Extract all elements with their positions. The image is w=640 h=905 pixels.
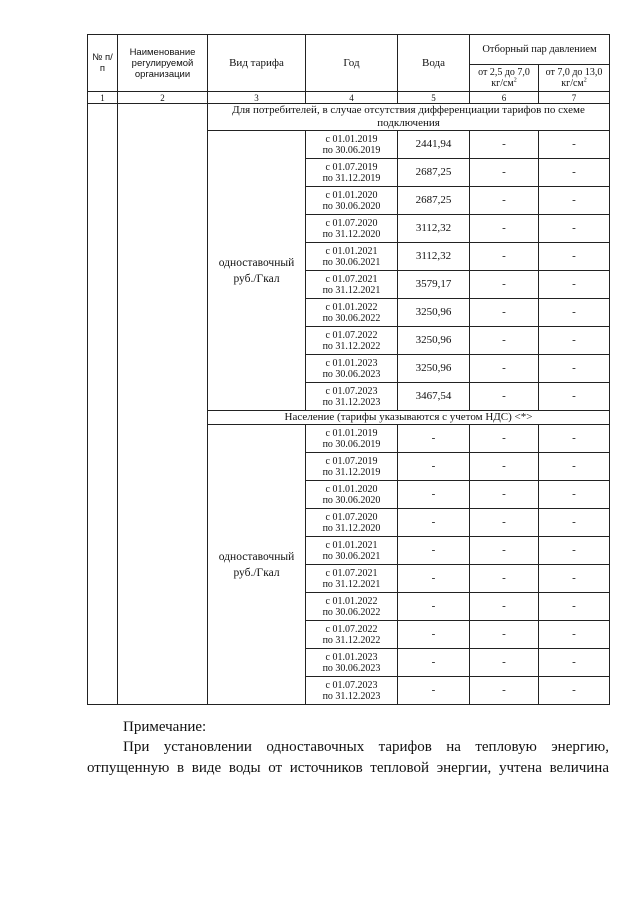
tariff-table bbox=[87, 34, 610, 705]
period-start: с 01.07.2023 bbox=[325, 385, 378, 397]
water-value-cell: 2441,94 bbox=[398, 131, 470, 159]
water-value-cell: - bbox=[398, 593, 470, 621]
steam-b-value-cell: - bbox=[539, 453, 610, 481]
header-no: № п/п bbox=[88, 35, 118, 92]
period-cell bbox=[306, 649, 398, 677]
period-start: с 01.07.2019 bbox=[325, 455, 378, 467]
period-start: с 01.07.2022 bbox=[325, 329, 378, 341]
steam-b-value-cell: - bbox=[539, 215, 610, 243]
period-cell bbox=[306, 481, 398, 509]
water-value-cell: 3467,54 bbox=[398, 383, 470, 411]
period-start: с 01.01.2023 bbox=[325, 357, 378, 369]
tariff-type-label: одноставочный bbox=[218, 550, 295, 563]
tariff-unit-label: руб./Гкал bbox=[233, 272, 280, 285]
period-start: с 01.07.2020 bbox=[325, 217, 378, 229]
water-value-cell: - bbox=[398, 425, 470, 453]
water-value-cell: - bbox=[398, 453, 470, 481]
steam-a-value-cell: - bbox=[470, 159, 539, 187]
water-value-cell: 3112,32 bbox=[398, 215, 470, 243]
period-cell bbox=[306, 425, 398, 453]
header-steam-b-text: от 7,0 до 13,0 кг/см bbox=[545, 67, 603, 89]
note-title: Примечание: bbox=[123, 719, 207, 735]
steam-b-value-cell: - bbox=[539, 327, 610, 355]
steam-a-value-cell: - bbox=[470, 243, 539, 271]
steam-a-value-cell: - bbox=[470, 383, 539, 411]
steam-a-value-cell: - bbox=[470, 453, 539, 481]
col-number: 2 bbox=[118, 92, 208, 104]
period-end: по 30.06.2022 bbox=[322, 606, 381, 618]
period-end: по 31.12.2022 bbox=[322, 634, 381, 646]
steam-b-value-cell: - bbox=[539, 677, 610, 705]
steam-a-value-cell: - bbox=[470, 565, 539, 593]
steam-b-value-cell: - bbox=[539, 243, 610, 271]
period-cell bbox=[306, 383, 398, 411]
header-organization: Наименование регулируемой организации bbox=[118, 35, 208, 92]
header-steam-a-text: от 2,5 до 7,0 кг/см bbox=[478, 67, 530, 89]
water-value-cell: 3250,96 bbox=[398, 299, 470, 327]
col-number: 6 bbox=[470, 92, 539, 104]
period-end: по 30.06.2020 bbox=[322, 200, 381, 212]
organization-cell bbox=[118, 104, 208, 705]
header-year: Год bbox=[306, 35, 398, 92]
steam-b-value-cell: - bbox=[539, 593, 610, 621]
steam-b-value-cell: - bbox=[539, 481, 610, 509]
water-value-cell: - bbox=[398, 509, 470, 537]
header-steam-a-sup: 2 bbox=[513, 77, 517, 84]
period-cell bbox=[306, 159, 398, 187]
period-end: по 30.06.2019 bbox=[322, 144, 381, 156]
period-start: с 01.01.2022 bbox=[325, 301, 378, 313]
period-cell bbox=[306, 453, 398, 481]
header-steam-b-sup: 2 bbox=[583, 77, 587, 84]
period-end: по 31.12.2023 bbox=[322, 396, 381, 408]
col-number: 4 bbox=[306, 92, 398, 104]
period-end: по 30.06.2022 bbox=[322, 312, 381, 324]
period-end: по 30.06.2020 bbox=[322, 494, 381, 506]
period-cell bbox=[306, 537, 398, 565]
period-end: по 30.06.2021 bbox=[322, 256, 381, 268]
steam-a-value-cell: - bbox=[470, 481, 539, 509]
period-start: с 01.01.2022 bbox=[325, 595, 378, 607]
steam-b-value-cell: - bbox=[539, 509, 610, 537]
period-cell bbox=[306, 593, 398, 621]
tariff-type-label: одноставочный bbox=[218, 256, 295, 269]
steam-a-value-cell: - bbox=[470, 425, 539, 453]
steam-a-value-cell: - bbox=[470, 327, 539, 355]
steam-a-value-cell: - bbox=[470, 187, 539, 215]
period-end: по 30.06.2019 bbox=[322, 438, 381, 450]
water-value-cell: 2687,25 bbox=[398, 187, 470, 215]
water-value-cell: 3579,17 bbox=[398, 271, 470, 299]
period-start: с 01.07.2020 bbox=[325, 511, 378, 523]
water-value-cell: - bbox=[398, 565, 470, 593]
water-value-cell: 3250,96 bbox=[398, 355, 470, 383]
steam-a-value-cell: - bbox=[470, 509, 539, 537]
period-start: с 01.01.2019 bbox=[325, 427, 378, 439]
steam-a-value-cell: - bbox=[470, 355, 539, 383]
period-end: по 31.12.2020 bbox=[322, 522, 381, 534]
steam-b-value-cell: - bbox=[539, 621, 610, 649]
period-start: с 01.07.2021 bbox=[325, 273, 378, 285]
steam-b-value-cell: - bbox=[539, 425, 610, 453]
period-cell bbox=[306, 215, 398, 243]
steam-b-value-cell: - bbox=[539, 131, 610, 159]
row-number-cell bbox=[88, 104, 118, 705]
note-line-2: отпущенную в виде воды от источников тепловой энергии, учтена величина bbox=[87, 760, 609, 776]
period-end: по 30.06.2021 bbox=[322, 550, 381, 562]
section-title: Для потребителей, в случае отсутствия дифференциации тарифов по схеме подключения bbox=[208, 104, 610, 131]
steam-a-value-cell: - bbox=[470, 131, 539, 159]
steam-b-value-cell: - bbox=[539, 271, 610, 299]
period-cell bbox=[306, 243, 398, 271]
period-start: с 01.01.2023 bbox=[325, 651, 378, 663]
tariff-unit-label: руб./Гкал bbox=[233, 566, 280, 579]
period-cell bbox=[306, 355, 398, 383]
section-title: Население (тарифы указываются с учетом НДС) <*> bbox=[208, 411, 610, 425]
header-steam-7-13 bbox=[539, 65, 610, 92]
steam-a-value-cell: - bbox=[470, 299, 539, 327]
period-end: по 31.12.2021 bbox=[322, 284, 381, 296]
period-end: по 31.12.2021 bbox=[322, 578, 381, 590]
steam-a-value-cell: - bbox=[470, 677, 539, 705]
period-cell bbox=[306, 187, 398, 215]
steam-b-value-cell: - bbox=[539, 649, 610, 677]
water-value-cell: 3250,96 bbox=[398, 327, 470, 355]
period-start: с 01.01.2021 bbox=[325, 245, 378, 257]
header-water: Вода bbox=[398, 35, 470, 92]
water-value-cell: - bbox=[398, 621, 470, 649]
col-number: 1 bbox=[88, 92, 118, 104]
water-value-cell: - bbox=[398, 537, 470, 565]
steam-b-value-cell: - bbox=[539, 383, 610, 411]
col-number: 5 bbox=[398, 92, 470, 104]
steam-a-value-cell: - bbox=[470, 649, 539, 677]
period-end: по 31.12.2019 bbox=[322, 466, 381, 478]
header-tariff-type: Вид тарифа bbox=[208, 35, 306, 92]
period-start: с 01.01.2020 bbox=[325, 189, 378, 201]
period-end: по 30.06.2023 bbox=[322, 662, 381, 674]
period-cell bbox=[306, 509, 398, 537]
period-end: по 31.12.2023 bbox=[322, 690, 381, 702]
steam-b-value-cell: - bbox=[539, 355, 610, 383]
steam-b-value-cell: - bbox=[539, 537, 610, 565]
period-end: по 31.12.2022 bbox=[322, 340, 381, 352]
tariff-type-cell bbox=[208, 425, 306, 705]
water-value-cell: 2687,25 bbox=[398, 159, 470, 187]
note-line-1: При установлении одноставочных тарифов на тепловую энергию, bbox=[123, 739, 609, 755]
period-start: с 01.07.2022 bbox=[325, 623, 378, 635]
period-cell bbox=[306, 271, 398, 299]
steam-a-value-cell: - bbox=[470, 271, 539, 299]
steam-b-value-cell: - bbox=[539, 565, 610, 593]
period-cell bbox=[306, 131, 398, 159]
period-cell bbox=[306, 299, 398, 327]
period-cell bbox=[306, 327, 398, 355]
column-numbering-row bbox=[88, 92, 610, 104]
water-value-cell: 3112,32 bbox=[398, 243, 470, 271]
period-start: с 01.07.2021 bbox=[325, 567, 378, 579]
col-number: 3 bbox=[208, 92, 306, 104]
period-cell bbox=[306, 621, 398, 649]
header-steam: Отборный пар давлением bbox=[470, 35, 610, 65]
steam-b-value-cell: - bbox=[539, 159, 610, 187]
steam-a-value-cell: - bbox=[470, 537, 539, 565]
header-steam-2-5-7 bbox=[470, 65, 539, 92]
period-start: с 01.01.2019 bbox=[325, 133, 378, 145]
period-start: с 01.01.2021 bbox=[325, 539, 378, 551]
steam-b-value-cell: - bbox=[539, 187, 610, 215]
period-start: с 01.07.2019 bbox=[325, 161, 378, 173]
steam-a-value-cell: - bbox=[470, 593, 539, 621]
steam-b-value-cell: - bbox=[539, 299, 610, 327]
tariff-type-cell bbox=[208, 131, 306, 411]
steam-a-value-cell: - bbox=[470, 215, 539, 243]
period-end: по 31.12.2019 bbox=[322, 172, 381, 184]
period-cell bbox=[306, 677, 398, 705]
period-end: по 31.12.2020 bbox=[322, 228, 381, 240]
water-value-cell: - bbox=[398, 649, 470, 677]
period-start: с 01.01.2020 bbox=[325, 483, 378, 495]
water-value-cell: - bbox=[398, 677, 470, 705]
period-cell bbox=[306, 565, 398, 593]
section-title-row bbox=[88, 104, 610, 131]
steam-a-value-cell: - bbox=[470, 621, 539, 649]
period-end: по 30.06.2023 bbox=[322, 368, 381, 380]
period-start: с 01.07.2023 bbox=[325, 679, 378, 691]
col-number: 7 bbox=[539, 92, 610, 104]
water-value-cell: - bbox=[398, 481, 470, 509]
